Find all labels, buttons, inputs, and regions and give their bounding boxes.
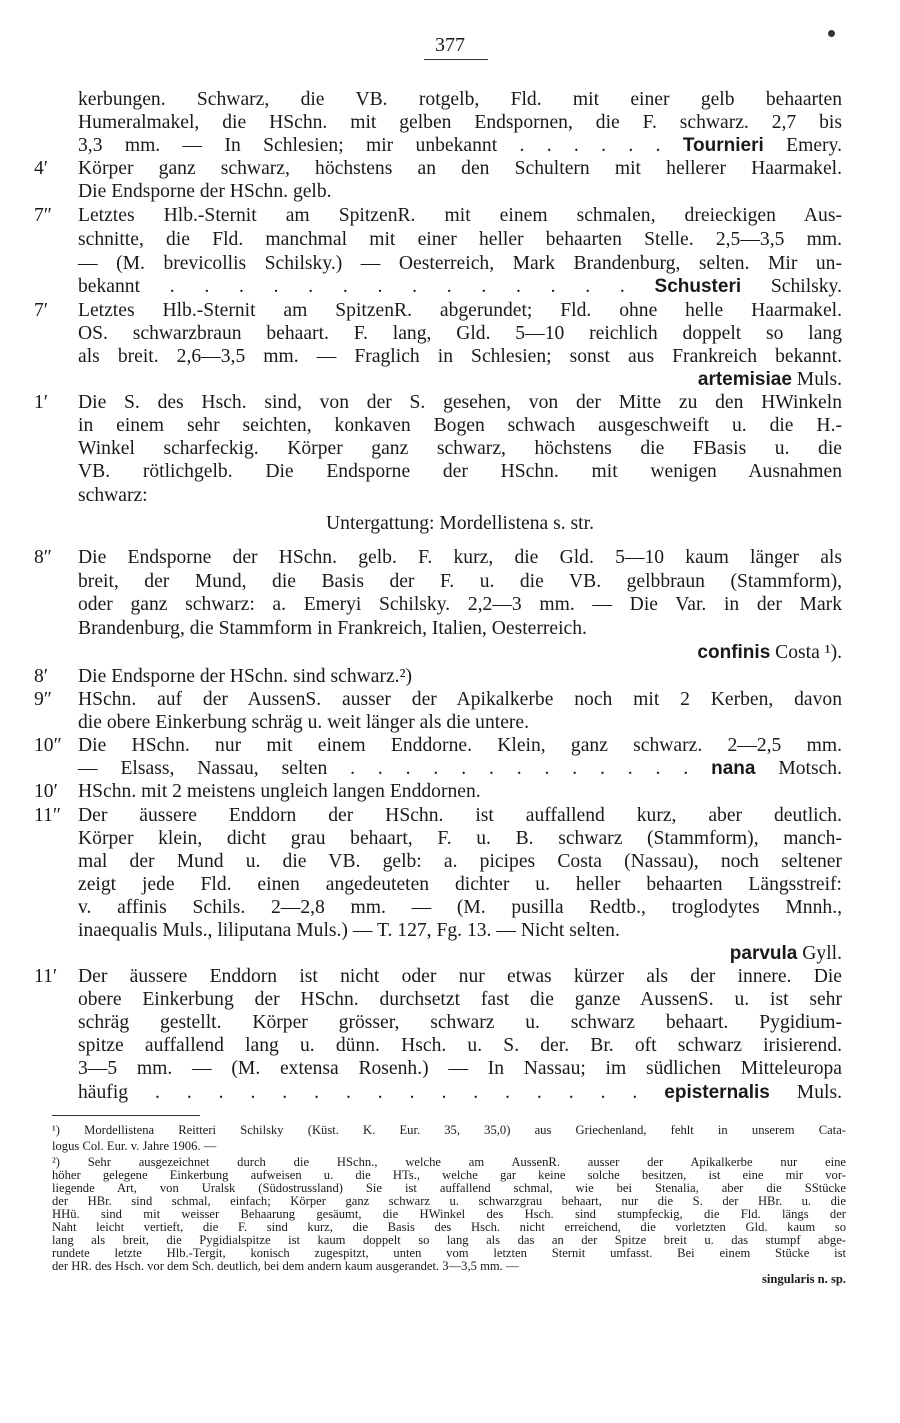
footnote-line: der HBr. sind schmal, einfach; Körper ganz schwarz u. schwarzgrau behaart, nur die S. der HBr. u. die	[52, 1194, 846, 1208]
footnote-line: ²) Sehr ausgezeichnet durch die HSchn., welche am AussenR. ausser der Apikalkerbe nur eine	[52, 1155, 846, 1169]
text-line: Die Endsporne der HSchn. gelb.	[78, 181, 332, 202]
footnote-rule	[52, 1115, 200, 1116]
couplet-label: 7″	[34, 205, 52, 226]
species-name: artemisiae	[697, 369, 792, 390]
text-line: — Elsass, Nassau, selten . . . . . . . . . . . . . nana Motsch.	[78, 758, 842, 779]
footnote-line: ¹) Mordellistena Reitteri Schilsky (Küst. K. Eur. 35, 35,0) aus Griechenland, fehlt in unserem Cata-	[52, 1123, 846, 1137]
text-line: die obere Einkerbung schräg u. weit länger als die untere.	[78, 712, 530, 733]
page-number: 377	[435, 34, 465, 56]
text-line: bekannt . . . . . . . . . . . . . . Schusteri Schilsky.	[78, 276, 842, 297]
text-line: mal der Mund u. die VB. gelb: a. picipes Costa (Nassau), noch seltener	[78, 851, 842, 872]
species-name: episternalis	[664, 1082, 770, 1103]
text-line: schwarz:	[78, 485, 148, 506]
text-line: v. affinis Schils. 2—2,8 mm. — (M. pusilla Redtb., troglodytes Mnnh.,	[78, 897, 842, 918]
footnote-line: der HR. des Hsch. vor dem Sch. deutlich, bei dem andern kaum ausgerandet. 3—3,5 mm. —	[52, 1259, 519, 1273]
footnote-line: Naht leicht vertieft, die F. sind kurz, die Basis des Hsch. nicht erreichend, die vorletzten Gld. kaum so	[52, 1220, 846, 1234]
species-name: nana	[711, 758, 756, 779]
text-line: schnitte, die Fld. manchmal mit einer heller behaarten Stelle. 2,5—3,5 mm.	[78, 229, 842, 250]
text-line: zeigt jede Fld. einen angedeuteten dichter u. heller behaarten Längsstreif:	[78, 874, 842, 895]
text-line: Letztes Hlb.-Sternit am SpitzenR. abgerundet; Fld. ohne helle Haarmakel.	[78, 300, 842, 321]
text-line: Die S. des Hsch. sind, von der S. gesehen, von der Mitte zu den HWinkeln	[78, 392, 842, 413]
species-name: parvula	[729, 943, 798, 964]
text-line: — (M. brevicollis Schilsky.) — Oesterreich, Mark Brandenburg, selten. Mir un-	[78, 253, 842, 274]
text-line: OS. schwarzbraun behaart. F. lang, Gld. 5—10 reichlich doppelt so lang	[78, 323, 842, 344]
text-line: Humeralmakel, die HSchn. mit gelben Endspornen, die F. schwarz. 2,7 bis	[78, 112, 842, 133]
text-line: breit, der Mund, die Basis der F. u. die VB. gelbbraun (Stammform),	[78, 571, 842, 592]
page-number-rule	[424, 59, 488, 60]
text-line: kerbungen. Schwarz, die VB. rotgelb, Fld. mit einer gelb behaarten	[78, 89, 842, 110]
couplet-label: 9″	[34, 689, 52, 710]
text-line: schräg gestellt. Körper grösser, schwarz u. schwarz behaart. Pygidium-	[78, 1012, 842, 1033]
species-name: Schusteri	[654, 276, 742, 297]
couplet-label: 10′	[34, 781, 58, 802]
footnote-line: logus Col. Eur. v. Jahre 1906. —	[52, 1139, 217, 1153]
text-line: parvula Gyll.	[729, 943, 842, 964]
subgenus-heading	[78, 512, 842, 536]
text-line: inaequalis Muls., liliputana Muls.) — T. 127, Fg. 13. — Nicht selten.	[78, 920, 620, 941]
footnote-line	[52, 1273, 846, 1286]
couplet-label: 8″	[34, 547, 52, 568]
text-line: Der äussere Enddorn ist nicht oder nur etwas kürzer als der innere. Die	[78, 966, 842, 987]
subgenus-text: Untergattung: Mordellistena s. str.	[326, 513, 594, 534]
couplet-label: 11′	[34, 966, 58, 987]
couplet-label: 11″	[34, 805, 62, 826]
text-line: häufig . . . . . . . . . . . . . . . . episternalis Muls.	[78, 1082, 842, 1103]
footnote-line: rundete letzte Hlb.-Tergit, konisch zugespitzt, unten vom letzten Sternit umfasst. Bei einem Stücke ist	[52, 1246, 846, 1260]
text-line: Letztes Hlb.-Sternit am SpitzenR. mit einem schmalen, dreieckigen Aus-	[78, 205, 842, 226]
text-line: VB. rötlichgelb. Die Endsporne der HSchn. mit wenigen Ausnahmen	[78, 461, 842, 482]
text-line: HSchn. auf der AussenS. ausser der Apikalkerbe noch mit 2 Kerben, davon	[78, 689, 842, 710]
footnote-line: höher gelegene Einkerbung aufweisen u. die HTs., welche gar keine solche besitzen, ist eine mir vor-	[52, 1168, 846, 1182]
text-line: Die Endsporne der HSchn. gelb. F. kurz, die Gld. 5—10 kaum länger als	[78, 547, 842, 568]
couplet-label: 7′	[34, 300, 49, 321]
couplet-label: 10″	[34, 735, 62, 756]
text-line: Brandenburg, die Stammform in Frankreich, Italien, Oesterreich.	[78, 618, 587, 639]
species-name: confinis	[697, 642, 771, 663]
ink-dot	[828, 30, 835, 37]
text-line: Der äussere Enddorn der HSchn. ist auffallend kurz, aber deutlich.	[78, 805, 842, 826]
text-line: spitze auffallend lang u. dünn. Hsch. u. S. der. Br. oft schwarz irisierend.	[78, 1035, 842, 1056]
footnote-line: HHü. sind mit weisser Behaarung gesäumt, die HWinkel des Hsch. sind stumpfeckig, die Fld. längs der	[52, 1207, 846, 1221]
text-line: Körper klein, dicht grau behaart, F. u. B. schwarz (Stammform), manch-	[78, 828, 842, 849]
couplet-label: 8′	[34, 666, 49, 687]
couplet-label: 1′	[34, 392, 49, 413]
footnote-line: liegende Art, von Uralsk (Südostrussland) Sie ist auffallend schmal, wie bei Stenalia, aber die SStücke	[52, 1181, 846, 1195]
text-line: obere Einkerbung der HSchn. durchsetzt fast die ganze AussenS. u. ist sehr	[78, 989, 842, 1010]
text-line: Die Endsporne der HSchn. sind schwarz.²)	[78, 666, 412, 687]
text-line: oder ganz schwarz: a. Emeryi Schilsky. 2,2—3 mm. — Die Var. in der Mark	[78, 594, 842, 615]
text-line: in einem sehr seichten, konkaven Bogen schwach ausgeschweift u. die H.-	[78, 415, 842, 436]
text-line: Körper ganz schwarz, höchstens an den Schultern mit hellerer Haarmakel.	[78, 158, 842, 179]
couplet-label: 4′	[34, 158, 49, 179]
footnote-line: lang als breit, die Pygidialspitze ist kaum doppelt so lang als das an der Spitze breit u. das stumpf abge-	[52, 1233, 846, 1247]
text-line: confinis Costa ¹).	[697, 642, 842, 663]
text-line: 3,3 mm. — In Schlesien; mir unbekannt . . . . . . Tournieri Emery.	[78, 135, 842, 156]
text-line: 3—5 mm. — (M. extensa Rosenh.) — In Nassau; im südlichen Mitteleuropa	[78, 1058, 842, 1079]
species-name: Tournieri	[682, 135, 764, 156]
text-line: Winkel scharfeckig. Körper ganz schwarz, höchstens die FBasis u. die	[78, 438, 842, 459]
text-line: als breit. 2,6—3,5 mm. — Fraglich in Schlesien; sonst aus Frankreich bekannt.	[78, 346, 842, 367]
text-line: Die HSchn. nur mit einem Enddorne. Klein, ganz schwarz. 2—2,5 mm.	[78, 735, 842, 756]
text-line: artemisiae Muls.	[697, 369, 842, 390]
species-name: singularis n. sp.	[762, 1272, 846, 1286]
text-line: HSchn. mit 2 meistens ungleich langen Enddornen.	[78, 781, 481, 802]
